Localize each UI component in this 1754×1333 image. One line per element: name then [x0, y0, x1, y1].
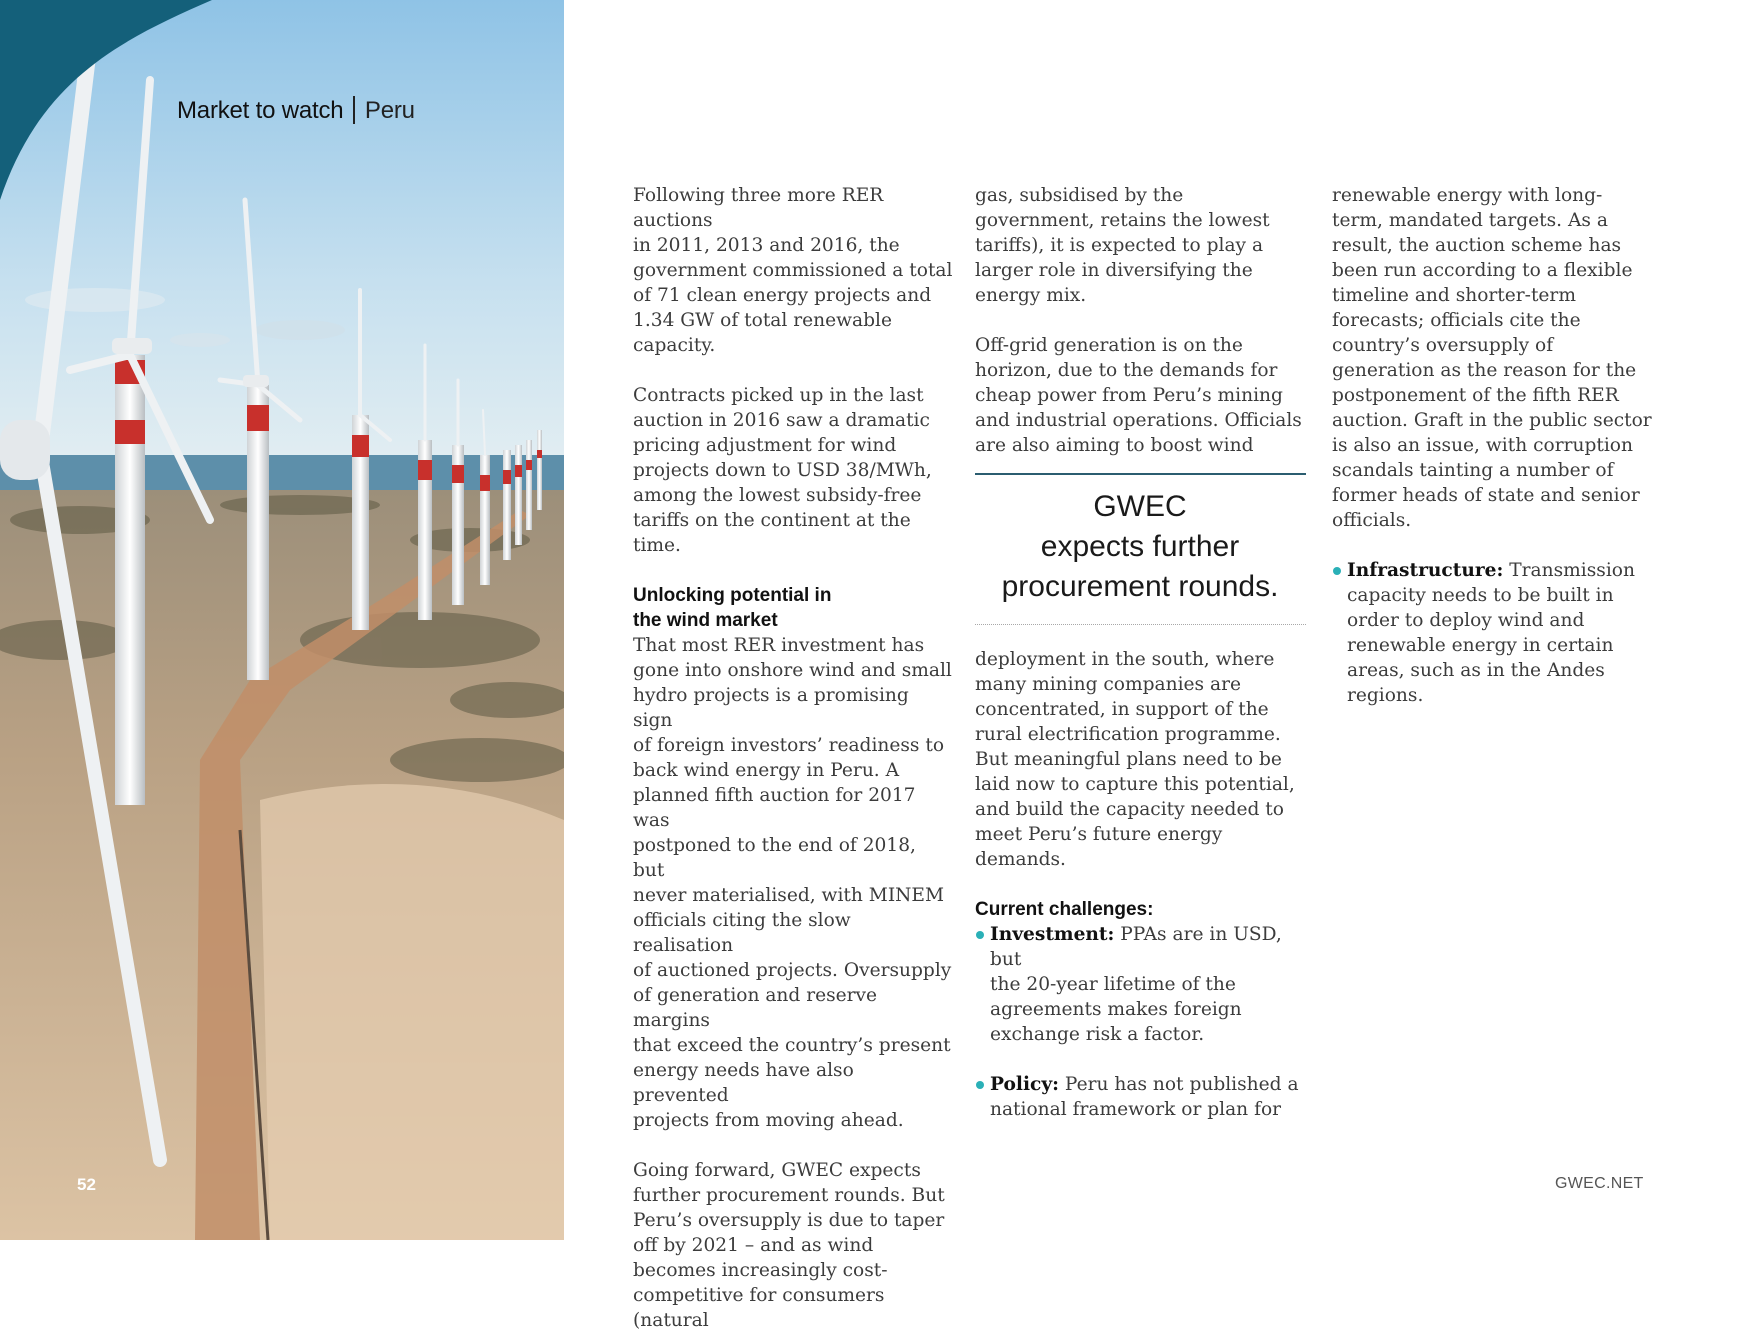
challenges-list-continued	[1332, 558, 1652, 708]
list-item	[975, 922, 1305, 1047]
bullet-label: Infrastructure:	[1347, 560, 1504, 581]
paragraph: Going forward, GWEC expects further procurement rounds. But Peru’s oversupply is due to taper off by 2021 – and as wind becomes increasingly cost- competitive for consumers (natural	[633, 1160, 945, 1331]
section-subheading: Unlocking potential in the wind market	[633, 585, 832, 631]
text-column-1	[633, 183, 953, 1333]
bullet-text: PPAs are in USD, but the 20-year lifetime of the agreements makes foreign exchange risk a factor.	[990, 924, 1282, 1045]
paragraph: Off-grid generation is on the horizon, due to the demands for cheap power from Peru’s mining and industrial operations. Officials are also aiming to boost wind	[975, 335, 1302, 456]
page-header	[177, 96, 415, 125]
bullet-label: Investment:	[990, 924, 1115, 945]
list-item	[1332, 558, 1652, 708]
text-column-3	[1332, 183, 1652, 733]
page-number: 52	[77, 1175, 96, 1194]
list-item	[975, 1072, 1305, 1122]
section-title: Market to watch	[177, 97, 344, 124]
wind-farm-photo	[0, 0, 564, 1240]
header-divider	[353, 96, 355, 124]
paragraph: Contracts picked up in the last auction in 2016 saw a dramatic pricing adjustment for wind projects down to USD 38/MWh, among the lowest subsidy-free tariffs on the continent at the time.	[633, 385, 932, 556]
text-column-2	[975, 183, 1305, 1122]
wind-turbines-image	[0, 0, 564, 1240]
paragraph: Following three more RER auctions in 2011, 2013 and 2016, the government commissioned a total of 71 clean energy projects and 1.34 GW of total renewable capacity.	[633, 185, 953, 356]
bullet-label: Policy:	[990, 1074, 1060, 1095]
paragraph: renewable energy with long- term, mandated targets. As a result, the auction scheme has been run according to a flexible timeline and shorter-term forecasts; officials cite the country’s oversupply of generation as the reason for the postponement of the fifth RER auction. Graft in the public sector is also an issue, with corruption scandals tainting a number of former heads of state and senior officials.	[1332, 185, 1652, 531]
challenges-list	[975, 922, 1305, 1122]
paragraph: deployment in the south, where many mining companies are concentrated, in support of the rural electrification programme. But meaningful plans need to be laid now to capture this potential, and build the capacity needed to meet Peru’s future energy demands.	[975, 649, 1295, 870]
bullet-text: Transmission capacity needs to be built in order to deploy wind and renewable energy in certain areas, such as in the Andes regions.	[1347, 560, 1635, 706]
paragraph: That most RER investment has gone into onshore wind and small hydro projects is a promising sign of foreign investors’ readiness to back wind energy in Peru. A planned fifth auction for 2017 was postponed to the end of 2018, but never materialised, with MINEM officials citing the slow realisation of auctioned projects. Oversupply of generation and reserve margins that exceed the country’s present energy needs have also prevented projects from moving ahead.	[633, 635, 952, 1131]
pull-quote-bottom-rule	[975, 624, 1306, 625]
country-name: Peru	[364, 97, 415, 124]
footer-website: GWEC.NET	[1555, 1175, 1644, 1192]
challenges-heading: Current challenges:	[975, 899, 1154, 920]
pull-quote: GWEC expects further procurement rounds.	[1001, 490, 1279, 603]
bullet-text: Peru has not published a national framework or plan for	[990, 1074, 1299, 1120]
paragraph: gas, subsidised by the government, retains the lowest tariffs), it is expected to play a larger role in diversifying the energy mix.	[975, 185, 1270, 306]
